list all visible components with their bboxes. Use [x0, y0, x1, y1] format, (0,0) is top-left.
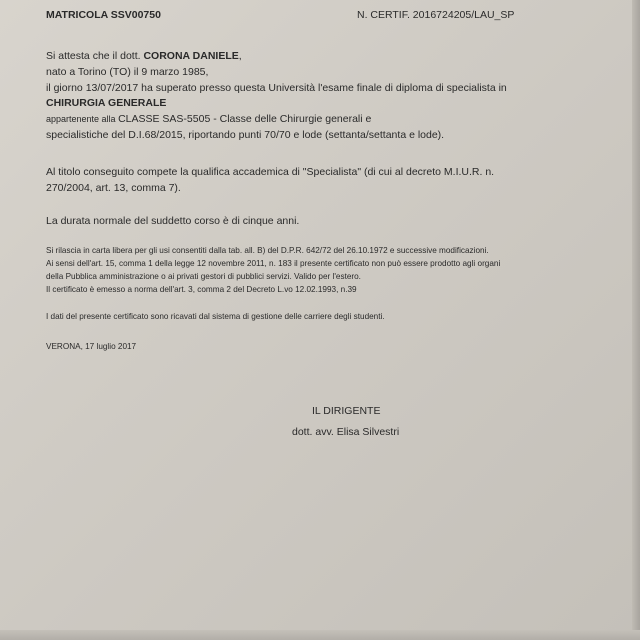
page-bottom-shadow	[0, 630, 640, 640]
text: CLASSE SAS-5505 - Classe delle Chirurgie generali e	[118, 113, 372, 125]
legal-notes	[46, 244, 500, 296]
qualification-line-1: Al titolo conseguito compete la qualifica accademica di "Specialista" (di cui al decreto M.I.U.R. n.	[46, 166, 495, 178]
signatory-title: IL DIRIGENTE	[312, 405, 381, 417]
student-name: CORONA DANIELE	[143, 50, 239, 62]
matricola: MATRICOLA SSV00750	[46, 9, 161, 21]
legal-note: Il certificato è emesso a norma dell'art. 3, comma 2 del Decreto L.vo 12.02.1993, n.39	[46, 285, 357, 294]
exam-line: il giorno 13/07/2017 ha superato presso questa Università l'esame finale di diploma di specialista in	[46, 82, 507, 94]
legal-note: della Pubblica amministrazione o ai privati gestori di pubblici servizi. Valido per l'estero.	[46, 272, 361, 281]
text: ,	[238, 50, 242, 62]
page-edge-shadow	[632, 0, 640, 640]
class-line	[46, 113, 371, 125]
place-date: VERONA, 17 luglio 2017	[46, 342, 137, 351]
duration-line: La durata normale del suddetto corso è di cinque anni.	[46, 215, 300, 227]
score-line: specialistiche del D.I.68/2015, riportando punti 70/70 e lode (settanta/settanta e lode).	[46, 129, 445, 141]
text: appartenente alla	[46, 114, 119, 124]
qualification-line-2: 270/2004, art. 13, comma 7).	[46, 182, 181, 194]
legal-note: Si rilascia in carta libera per gli usi consentiti dalla tab. all. B) del D.P.R. 642/72 del 26.10.1972 e successive modificazioni.	[46, 246, 489, 255]
text: Si attesta che il dott.	[46, 50, 144, 62]
legal-note: Ai sensi dell'art. 15, comma 1 della legge 12 novembre 2011, n. 183 il presente certificato non può essere prodotto agli organi	[46, 259, 501, 268]
signatory-name: dott. avv. Elisa Silvestri	[292, 426, 400, 438]
attestation-line	[46, 50, 242, 62]
data-source-note: I dati del presente certificato sono ricavati dal sistema di gestione delle carriere degli studenti.	[46, 312, 385, 321]
certificate-number: N. CERTIF. 2016724205/LAU_SP	[357, 9, 515, 21]
birth-line: nato a Torino (TO) il 9 marzo 1985,	[46, 66, 209, 78]
specialty: CHIRURGIA GENERALE	[46, 97, 167, 109]
